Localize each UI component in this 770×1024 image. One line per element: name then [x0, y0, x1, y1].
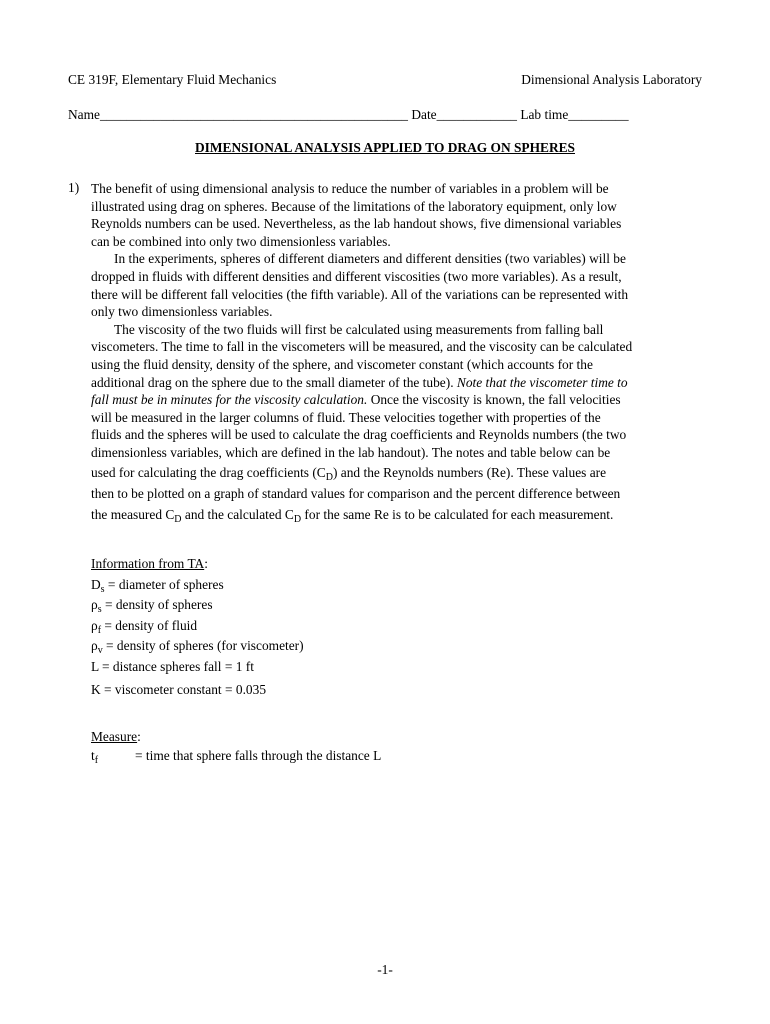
info-sphere-density [91, 595, 651, 616]
measure-section [91, 727, 651, 765]
paragraph-line: Reynolds numbers can be used. Nevertheless, as the lab handout shows, five dimensional variables [91, 216, 622, 232]
italic-note: fall must be in minutes for the viscosity calculation. [91, 392, 368, 408]
labtime-label: Lab time [520, 107, 569, 122]
paragraph-line: dimensionless variables, which are defined in the lab handout). The notes and table below can be [91, 444, 611, 460]
lab-title: Dimensional Analysis Laboratory [521, 72, 702, 87]
measure-heading-colon: : [137, 729, 141, 744]
paragraph-line: The viscosity of the two fluids will first be calculated using measurements from falling ball [114, 321, 604, 337]
page-header [68, 72, 702, 90]
paragraph-line: then to be plotted on a graph of standard values for comparison and the percent difference between [91, 485, 621, 501]
paragraph-line [91, 462, 707, 483]
info-viscometer-constant: K = viscometer constant = 0.035 [91, 682, 267, 697]
paragraph-line: illustrated using drag on spheres. Because of the limitations of the laboratory equipment, only low [91, 198, 617, 214]
measure-heading [91, 727, 651, 746]
info-diameter [91, 575, 651, 596]
measure-heading-text: Measure [91, 729, 138, 744]
info-heading [91, 554, 651, 575]
paragraph-line: can be combined into only two dimensionless variables. [91, 233, 391, 249]
measure-fall-time [91, 746, 651, 765]
info-fluid-density [91, 616, 651, 637]
text-run: for the same Re is to be calculated for each measurement. [301, 506, 614, 522]
symbol: ρ [91, 617, 98, 633]
text-run: additional drag on the sphere due to the small diameter of the tube). [91, 374, 457, 390]
italic-note: Note that the viscometer time to [456, 374, 628, 390]
symbol: ρ [91, 638, 98, 653]
date-label: Date [411, 107, 437, 122]
subscript: D [293, 513, 302, 525]
definition: = density of fluid [101, 617, 198, 633]
paragraph-line: The benefit of using dimensional analysis to reduce the number of variables in a problem will be [91, 181, 609, 196]
text-run: and the calculated C [181, 506, 294, 522]
paragraph-line [91, 391, 707, 409]
paragraph-line: viscometers. The time to fall in the viscometers will be measured, and the viscosity can be calculated [91, 339, 633, 355]
paragraph-line: fluids and the spheres will be used to calculate the drag coefficients and Reynolds numbers (the two [91, 427, 627, 443]
subscript: D [325, 471, 333, 483]
text-run: ) and the Reynolds numbers (Re). These values are [332, 464, 607, 480]
definition: = density of spheres (for viscometer) [102, 638, 304, 653]
subscript: D [174, 513, 182, 525]
symbol: D [91, 576, 101, 592]
subscript: f [97, 624, 102, 636]
name-label: Name [68, 107, 100, 122]
info-viscometer-density [91, 636, 651, 657]
symbol-base: t [91, 748, 95, 763]
text-run: used for calculating the drag coefficients (C [91, 464, 326, 480]
item-body [91, 180, 707, 525]
definition: = diameter of spheres [104, 576, 224, 592]
paragraph-line: In the experiments, spheres of different diameters and different densities (two variables) will be [114, 251, 626, 267]
item-number: 1) [68, 180, 80, 195]
symbol: ρ [91, 597, 98, 612]
subscript: v [97, 645, 103, 656]
symbol [91, 746, 135, 765]
date-field[interactable]: ____________ [436, 107, 517, 122]
text-run: Once the viscosity is known, the fall velocities [367, 392, 621, 408]
paragraph-line [91, 374, 707, 392]
student-info-row [68, 107, 702, 125]
document-title: DIMENSIONAL ANALYSIS APPLIED TO DRAG ON SPHERES [195, 140, 575, 155]
paragraph-line: there will be different fall velocities (the fifth variable). All of the variations can be represented with [91, 286, 629, 302]
text-run: the measured C [91, 506, 175, 522]
paragraph-line: only two dimensionless variables. [91, 304, 273, 320]
course-title: CE 319F, Elementary Fluid Mechanics [68, 72, 277, 87]
subscript: f [94, 755, 99, 766]
paragraph-line: dropped in fluids with different densities and different viscosities (two more variables). As a result, [91, 268, 622, 284]
paragraph-line: will be measured in the larger columns of fluid. These velocities together with properties of the [91, 409, 601, 425]
info-heading-text: Information from TA [91, 556, 205, 571]
labtime-field[interactable]: _________ [568, 107, 629, 122]
paragraph-line [91, 504, 707, 525]
ta-information [91, 554, 651, 701]
subscript: s [97, 604, 102, 615]
name-field[interactable]: ______________________________________________ [99, 107, 408, 122]
definition: = time that sphere falls through the distance L [135, 748, 382, 763]
subscript: s [100, 583, 105, 595]
info-distance: L = distance spheres fall = 1 ft [91, 658, 254, 674]
paragraph-line: using the fluid density, density of the sphere, and viscometer constant (which accounts for the [91, 356, 593, 372]
definition: = density of spheres [101, 597, 213, 612]
page-number: -1- [377, 962, 393, 977]
info-heading-colon: : [204, 556, 208, 571]
